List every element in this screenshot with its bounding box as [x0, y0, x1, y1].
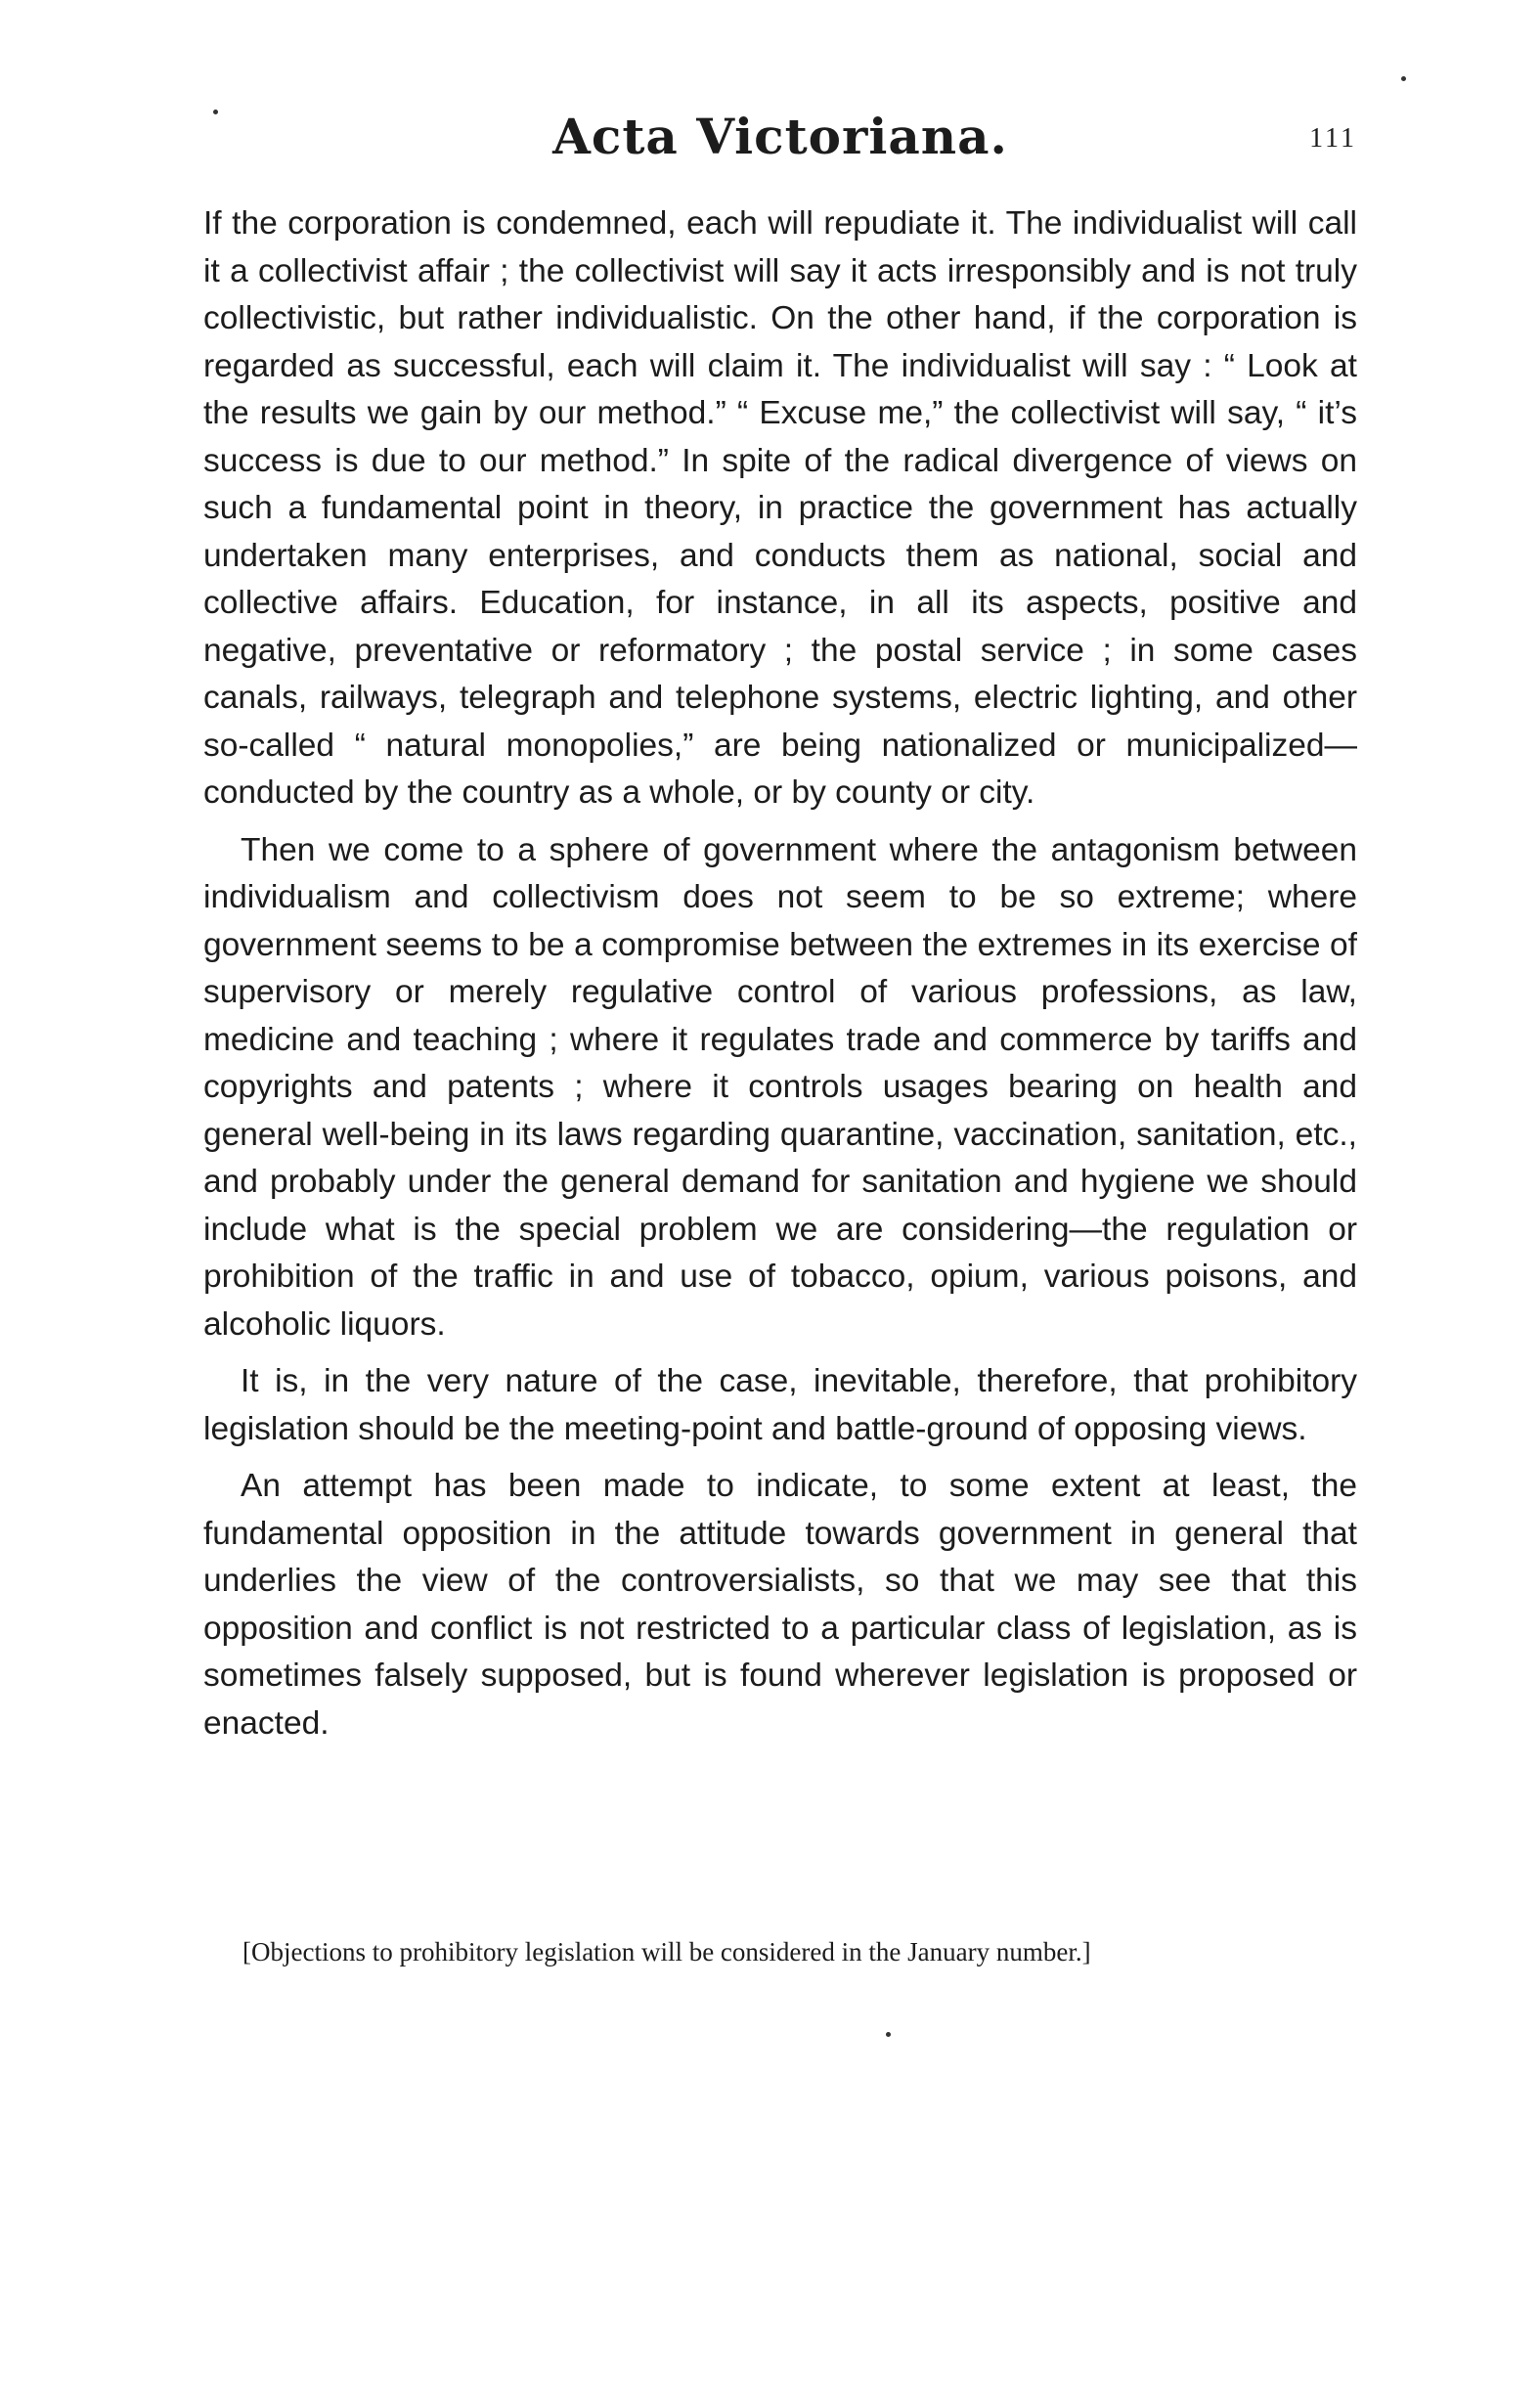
- print-speck: [213, 110, 218, 114]
- print-speck: [1401, 76, 1406, 81]
- print-speck: [886, 2032, 891, 2037]
- paragraph-2: Then we come to a sphere of government where the antagonism between individualism and collectivism does not seem to be so extreme; where government seems to be a compromise between the extremes in its exercise of supervisory or merely regulative control of various professions, as law, medicine and teaching ; where it regulates trade and commerce by tariffs and copyrights and patents ; where it controls usages bearing on health and general well-being in its laws regarding quarantine, vaccination, sanitation, etc., and probably under the general demand for sanitation and hygiene we should include what is the special problem we are considering—the regulation or prohibition of the traffic in and use of tobacco, opium, various poisons, and alcoholic liquors.: [203, 831, 1357, 1343]
- page-header: [203, 108, 1357, 176]
- paragraph-3: It is, in the very nature of the case, inevitable, therefore, that prohibitory legislation should be the meeting-point and battle-ground of opposing views.: [203, 1363, 1357, 1447]
- running-title: Acta Victoriana.: [552, 108, 1008, 165]
- paragraph-1: If the corporation is condemned, each will repudiate it. The individualist will call it a collectivist affair ; the collectivist will say it acts irresponsibly and is not truly collectivistic, but rather individualistic. On the other hand, if the corporation is regarded as successful, each will claim it. The individualist will say : “ Look at the results we gain by our method.” “ Excuse me,” the collectivist will say, “ it’s success is due to our method.” In spite of the radical divergence of views on such a fundamental point in theory, in practice the government has actually undertaken many enterprises, and conducts them as national, social and collective affairs. Education, for instance, in all its aspects, positive and negative, preventative or reformatory ; the postal service ; in some cases canals, railways, telegraph and telephone systems, electric lighting, and other so-called “ natural monopolies,” are being nationalized or municipalized—conducted by the country as a whole, or by county or city.: [203, 205, 1357, 811]
- body-text: [203, 200, 1357, 1757]
- footnote: [Objections to prohibitory legislation will be considered in the January number.]: [242, 1937, 1091, 1966]
- paragraph-4: An attempt has been made to indicate, to some extent at least, the fundamental opposition in the attitude towards government in general that underlies the view of the controversialists, so that we may see that this opposition and conflict is not restricted to a particular class of legislation, as is sometimes falsely supposed, but is found wherever legislation is proposed or enacted.: [203, 1468, 1357, 1742]
- page-number: 111: [1309, 123, 1357, 154]
